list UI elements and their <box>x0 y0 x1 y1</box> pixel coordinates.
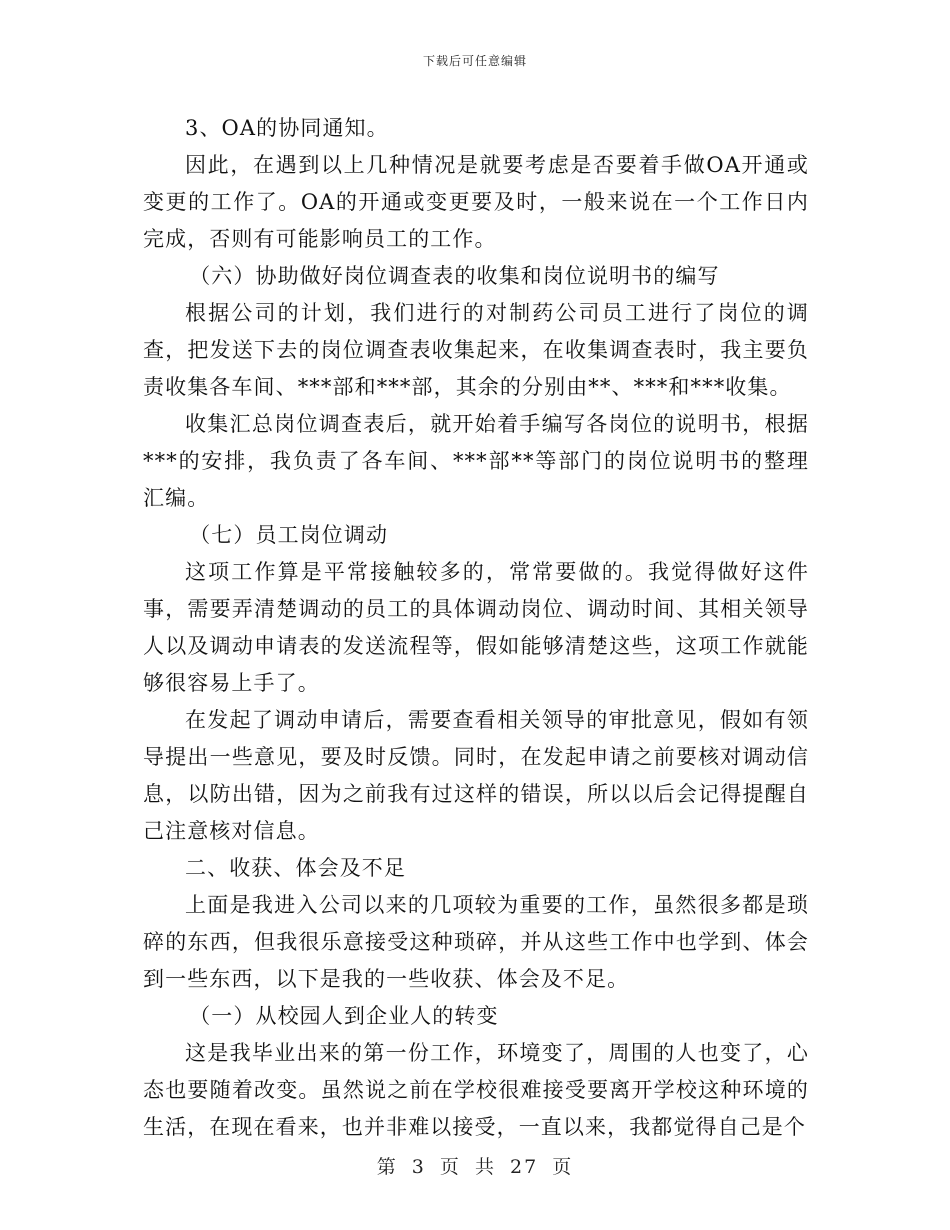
paragraph-transfer-review: 在发起了调动申请后，需要查看相关领导的审批意见，假如有领导提出一些意见，要及时反馈。同时，在发起申请之前要核对调动信息，以防出错，因为之前我有过这样的错误，所以以后会记得提醒自己注意核对信息。 <box>143 708 809 843</box>
page-number-footer: 第 3 页 共 27 页 <box>376 1156 574 1178</box>
page-header: 下载后可任意编辑 <box>422 54 527 68</box>
paragraph-survey-collection: 根据公司的计划，我们进行的对制药公司员工进行了岗位的调查，把发送下去的岗位调查表收集起来，在收集调查表时，我主要负责收集各车间、***部和***部，其余的分别由**、***和***收集。 <box>143 301 809 399</box>
paragraph-first-job: 这是我毕业出来的第一份工作，环境变了，周围的人也变了，心态也要随着改变。虽然说之前在学校很难接受要离开学校这种环境的生活，在现在看来，也并非难以接受，一直以来，我都觉得自己是个 <box>143 1041 809 1139</box>
paragraph-job-description: 收集汇总岗位调查表后，就开始着手编写各岗位的说明书，根据***的安排，我负责了各车间、***部**等部门的岗位说明书的整理汇编。 <box>143 412 809 510</box>
section-heading-one: （一）从校园人到企业人的转变 <box>189 1004 499 1028</box>
paragraph-oa-notice: 3、OA的协同通知。 <box>185 116 389 140</box>
paragraph-oa-change: 因此，在遇到以上几种情况是就要考虑是否要着手做OA开通或变更的工作了。OA的开通或变更要及时，一般来说在一个工作日内完成，否则有可能影响员工的工作。 <box>143 153 809 251</box>
paragraph-transfer-work: 这项工作算是平常接触较多的，常常要做的。我觉得做好这件事，需要弄清楚调动的员工的具体调动岗位、调动时间、其相关领导人以及调动申请表的发送流程等，假如能够清楚这些，这项工作就能够很容易上手了。 <box>143 560 809 695</box>
document-body <box>143 110 809 1146</box>
section-heading-six: （六）协助做好岗位调查表的收集和岗位说明书的编写 <box>189 264 720 288</box>
paragraph-gains-intro: 上面是我进入公司以来的几项较为重要的工作，虽然很多都是琐碎的东西，但我很乐意接受这种琐碎，并从这些工作中也学到、体会到一些东西，以下是我的一些收获、体会及不足。 <box>143 893 809 991</box>
section-heading-seven: （七）员工岗位调动 <box>189 523 389 547</box>
section-heading-gains: 二、收获、体会及不足 <box>185 856 406 880</box>
